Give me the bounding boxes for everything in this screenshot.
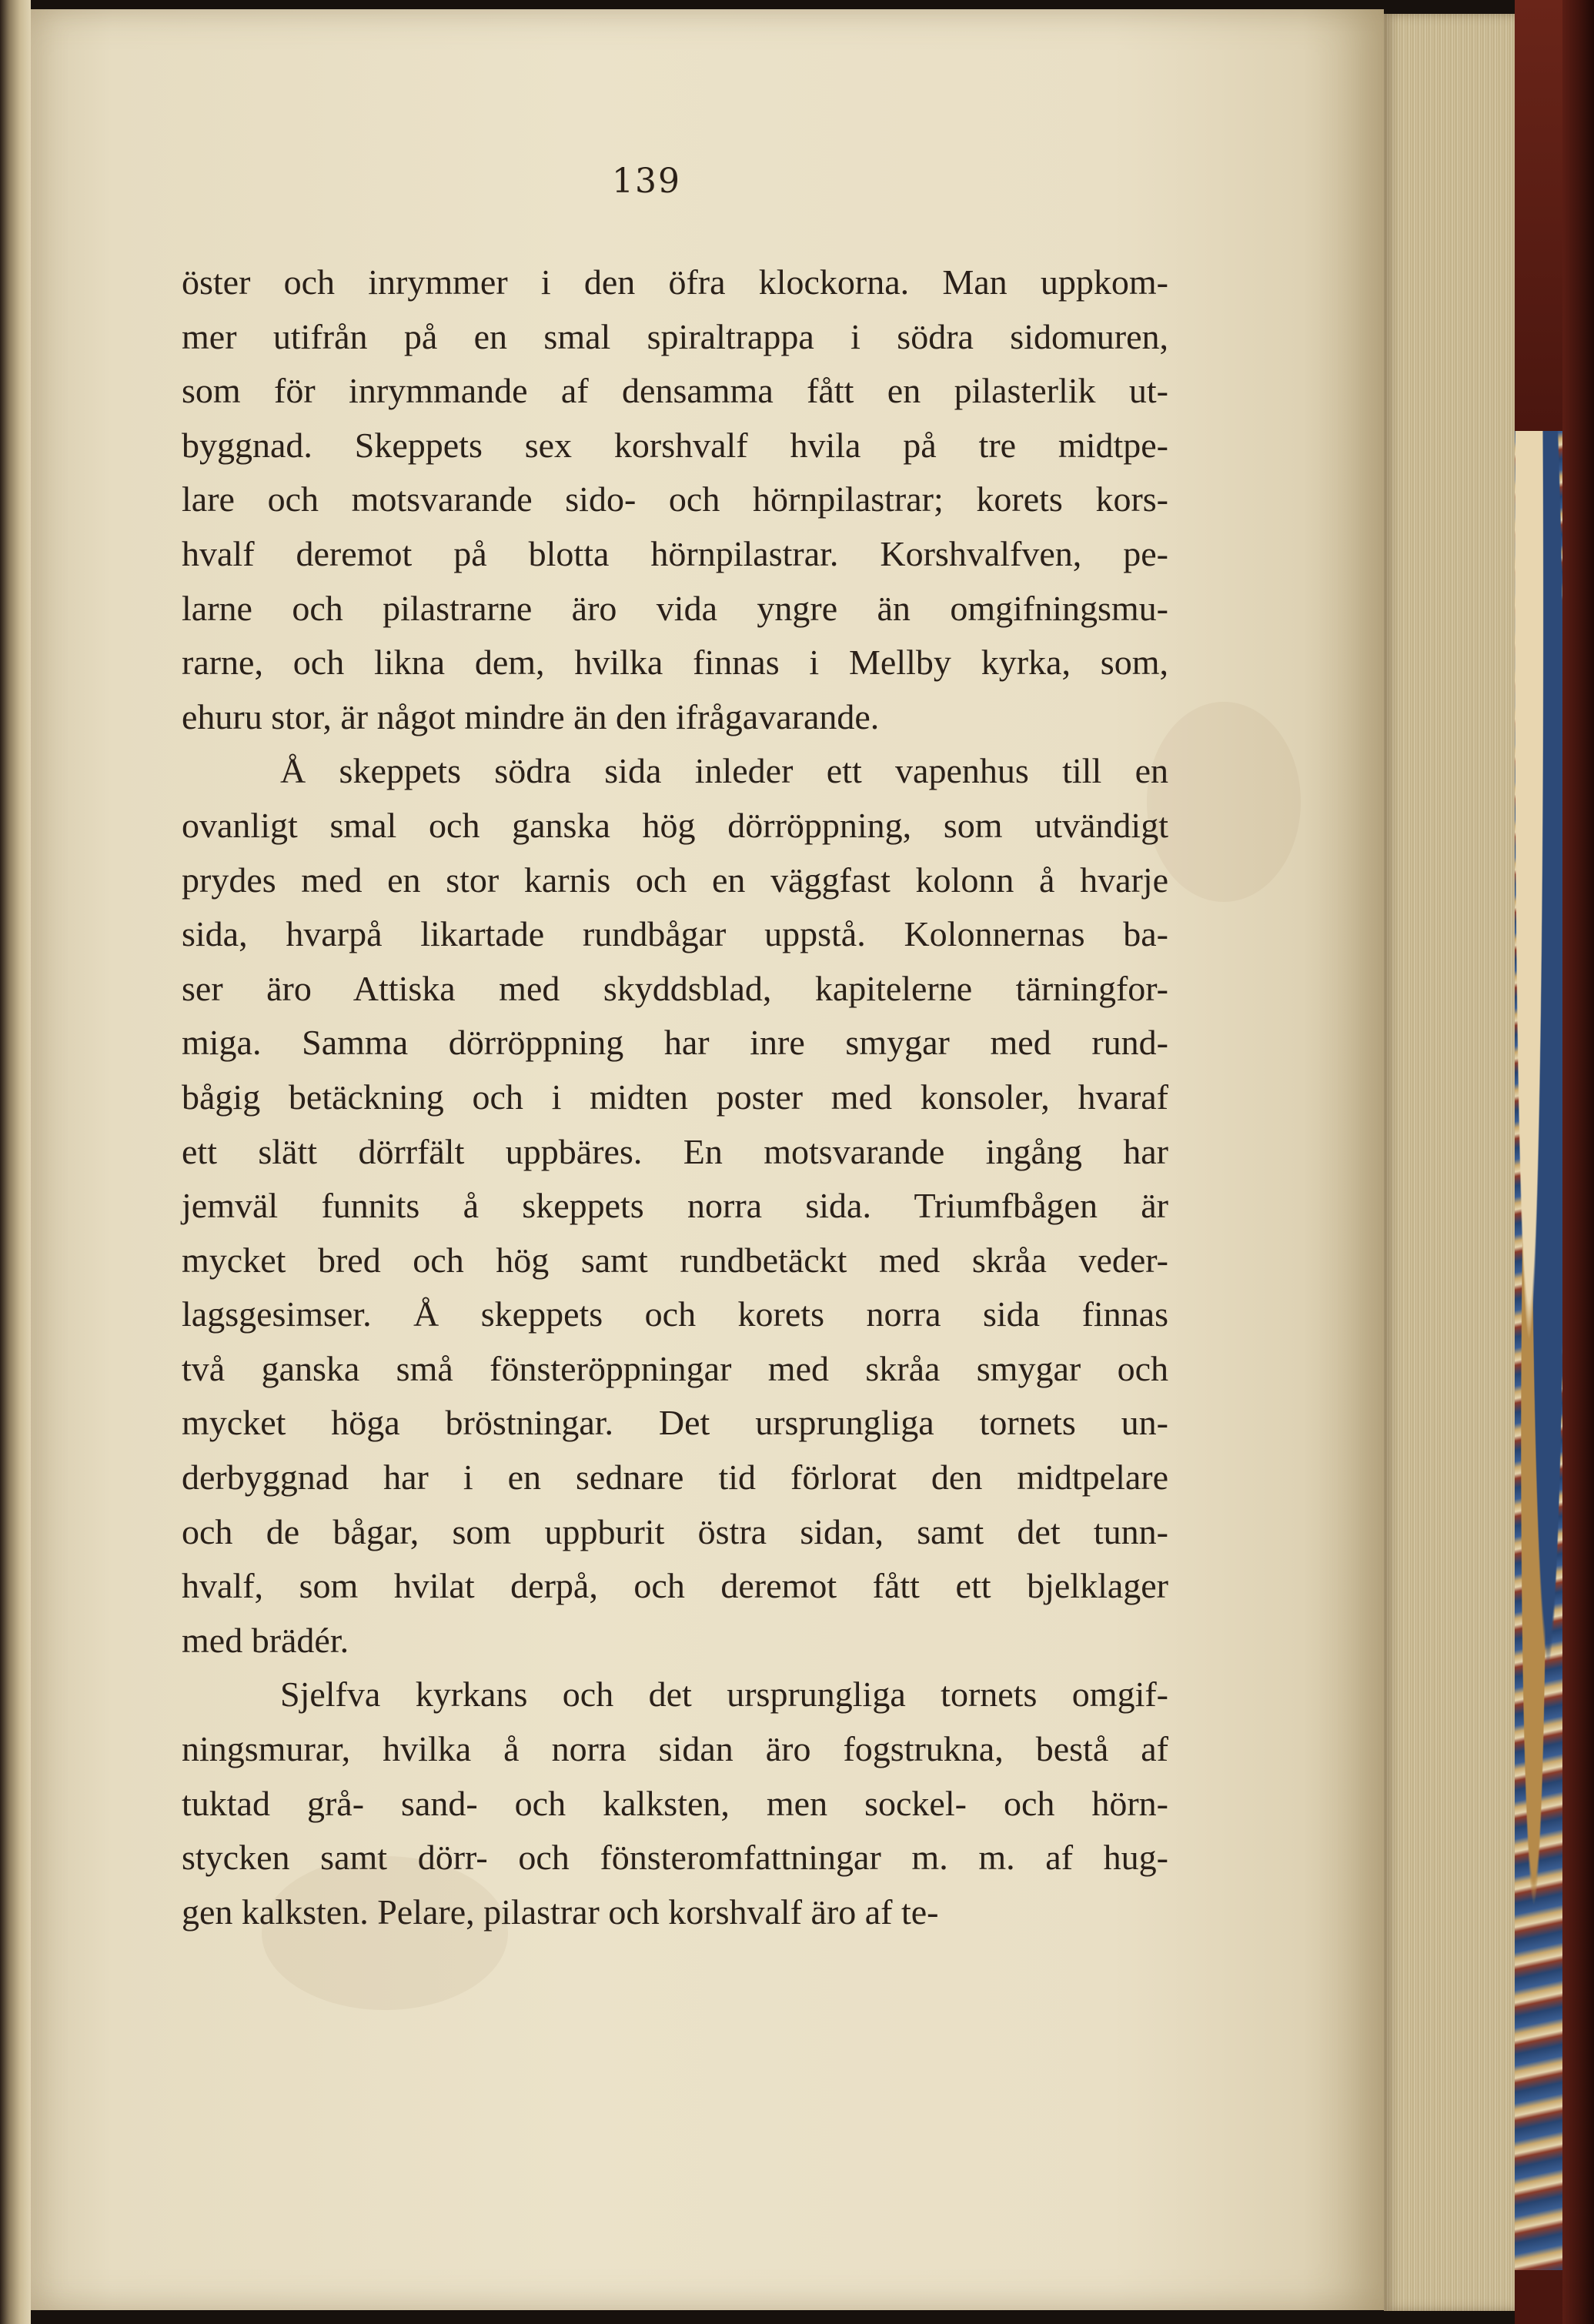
paragraph [182,744,1168,1668]
text-line: som för inrymmande af densamma fått en pilasterlik ut- [182,371,1168,411]
text-line: två ganska små fönsteröppningar med skråa smygar och [182,1348,1168,1388]
text-line: byggnad. Skeppets sex korshvalf hvila på tre midtpe- [182,425,1168,465]
text-line: miga. Samma dörröppning har inre smygar med rund- [182,1023,1168,1063]
paragraph [182,255,1168,744]
previous-page-edge [0,0,31,2324]
book-cover-spine [1562,0,1594,2324]
text-line: stycken samt dörr- och fönsteromfattningar m. m. af hug- [182,1838,1168,1878]
text-line: larne och pilastrarne äro vida yngre än omgifningsmu- [182,588,1168,628]
text-line: och de bågar, som uppburit östra sidan, samt det tunn- [182,1511,1168,1551]
text-line: ovanligt smal och ganska hög dörröppning, som utvändigt [182,805,1168,845]
paragraph [182,1668,1168,1939]
text-line: mycket höga bröstningar. Det ursprungliga tornets un- [182,1403,1168,1443]
text-line: Å skeppets södra sida inleder ett vapenhus till en [280,751,1168,791]
cover-board [1515,0,1562,431]
text-line: bågig betäckning och i midten poster med konsoler, hvaraf [182,1077,1168,1117]
text-line: lare och motsvarande sido- och hörnpilastrar; korets kors- [182,479,1168,519]
text-line: prydes med en stor karnis och en väggfast kolonn å hvarje [182,860,1168,900]
text-line: öster och inrymmer i den öfra klockorna. Man uppkom- [182,262,1168,302]
text-line: ett slätt dörrfält uppbäres. En motsvarande ingång har [182,1131,1168,1171]
text-line: sida, hvarpå likartade rundbågar uppstå. Kolonnernas ba- [182,914,1168,954]
cover-board [1515,2270,1562,2324]
text-line: mycket bred och hög samt rundbetäckt med skråa veder- [182,1240,1168,1280]
text-line: tuktad grå- sand- och kalksten, men sockel- och hörn- [182,1783,1168,1823]
text-line: hvalf deremot på blotta hörnpilastrar. Korshvalfven, pe- [182,533,1168,573]
text-line: hvalf, som hvilat derpå, och deremot fått ett bjelklager [182,1566,1168,1606]
paper-stain [1147,702,1301,902]
page-number: 139 [612,162,681,201]
marbled-endpaper [1515,431,1562,2270]
page-block-edges [1384,14,1515,2311]
page-body-text [182,255,1168,1939]
text-line: gen kalksten. Pelare, pilastrar och korshvalf äro af te- [182,1892,939,1932]
text-line: derbyggnad har i en sednare tid förlorat den midtpelare [182,1458,1168,1498]
text-line: ehuru stor, är något mindre än den ifrågavarande. [182,696,880,736]
text-line: mer utifrån på en smal spiraltrappa i södra sidomuren, [182,316,1168,356]
text-line: Sjelfva kyrkans och det ursprungliga tornets omgif- [280,1675,1168,1715]
text-line: rarne, och likna dem, hvilka finnas i Mellby kyrka, som, [182,643,1168,683]
text-line: jemväl funnits å skeppets norra sida. Triumfbågen är [182,1186,1168,1226]
text-line: med brädér. [182,1620,349,1660]
text-line: lagsgesimser. Å skeppets och korets norra sida finnas [182,1294,1168,1334]
text-line: ser äro Attiska med skyddsblad, kapitelerne tärningfor- [182,968,1168,1008]
text-line: ningsmurar, hvilka å norra sidan äro fogstrukna, bestå af [182,1729,1168,1769]
